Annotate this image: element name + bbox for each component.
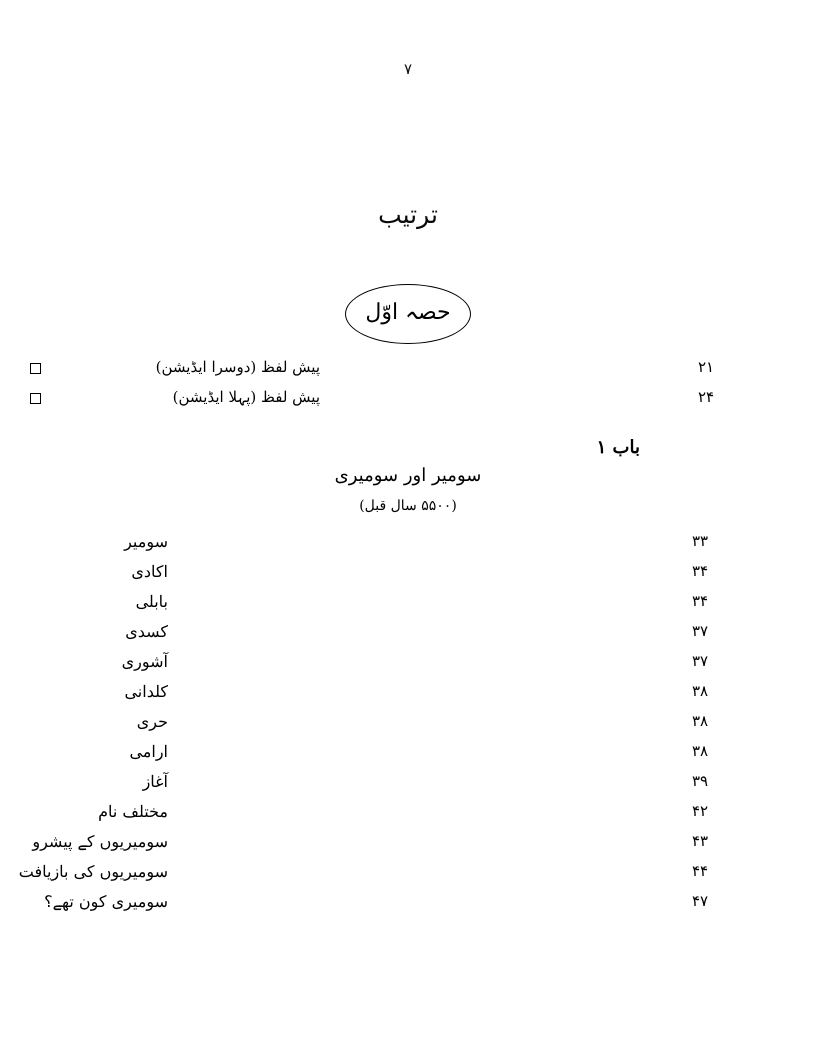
toc-page-number: ۴۴ bbox=[691, 862, 709, 880]
toc-entry-title: سومیری کون تھے؟ bbox=[44, 891, 168, 911]
table-row[interactable] bbox=[0, 616, 816, 646]
toc-page-number: ۳۴ bbox=[691, 562, 709, 580]
toc-page-number: ۴۳ bbox=[691, 832, 709, 850]
square-bullet-icon bbox=[0, 388, 70, 407]
table-row[interactable] bbox=[0, 586, 816, 616]
toc-entry-title: کلدانی bbox=[124, 681, 168, 701]
table-row[interactable] bbox=[0, 646, 816, 676]
front-matter-title: پیش لفظ (دوسرا ایڈیشن) bbox=[155, 358, 320, 376]
page-number: ۷ bbox=[403, 60, 413, 78]
toc-page-number: ۴۲ bbox=[691, 802, 709, 820]
table-row[interactable] bbox=[0, 676, 816, 706]
table-row[interactable] bbox=[0, 856, 816, 886]
table-of-contents bbox=[0, 526, 816, 916]
toc-page-number: ۳۸ bbox=[691, 712, 709, 730]
toc-entry-title: آغاز bbox=[142, 771, 168, 791]
table-row[interactable] bbox=[0, 886, 816, 916]
chapter-subject-note: (۵۵۰۰ سال قبل) bbox=[359, 498, 457, 514]
list-item[interactable] bbox=[0, 382, 816, 412]
part-heading-label: حصہ اوّل bbox=[365, 300, 451, 325]
table-row[interactable] bbox=[0, 556, 816, 586]
part-heading-ellipse bbox=[345, 284, 471, 344]
toc-page-number: ۳۸ bbox=[691, 742, 709, 760]
toc-page-number: ۳۴ bbox=[691, 592, 709, 610]
toc-entry-title: مختلف نام bbox=[98, 801, 168, 821]
toc-page-number: ۳۷ bbox=[691, 652, 709, 670]
toc-entry-title: اکادی bbox=[131, 561, 168, 581]
toc-entry-title: سومیر bbox=[124, 531, 168, 551]
chapter-subject-title: سومیر اور سومیری bbox=[334, 465, 482, 486]
toc-entry-title: ارامی bbox=[129, 741, 168, 761]
toc-entry-title: سومیریوں کے پیشرو bbox=[32, 831, 168, 851]
toc-entry-title: حری bbox=[136, 711, 168, 731]
table-row[interactable] bbox=[0, 526, 816, 556]
toc-entry-title: آشوری bbox=[121, 651, 168, 671]
chapter-label: باب ۱ bbox=[596, 437, 640, 458]
page-title: ترتیب bbox=[378, 200, 438, 229]
toc-page-number: ۳۷ bbox=[691, 622, 709, 640]
toc-page-number: ۴۷ bbox=[691, 892, 709, 910]
table-row[interactable] bbox=[0, 736, 816, 766]
front-matter-page-number: ۲۴ bbox=[697, 388, 715, 406]
list-item[interactable] bbox=[0, 352, 816, 382]
front-matter-list bbox=[0, 352, 816, 412]
table-row[interactable] bbox=[0, 796, 816, 826]
table-row[interactable] bbox=[0, 706, 816, 736]
table-row[interactable] bbox=[0, 766, 816, 796]
front-matter-page-number: ۲۱ bbox=[697, 358, 715, 376]
square-bullet-icon bbox=[0, 358, 70, 377]
toc-entry-title: سومیریوں کی بازیافت bbox=[18, 861, 168, 881]
front-matter-title: پیش لفظ (پہلا ایڈیشن) bbox=[172, 388, 320, 406]
toc-entry-title: کسدی bbox=[125, 621, 168, 641]
toc-entry-title: بابلی bbox=[135, 591, 168, 611]
toc-page-number: ۳۹ bbox=[691, 772, 709, 790]
toc-page-number: ۳۳ bbox=[691, 532, 709, 550]
table-row[interactable] bbox=[0, 826, 816, 856]
toc-page-number: ۳۸ bbox=[691, 682, 709, 700]
chapter-subject-block bbox=[0, 462, 816, 517]
